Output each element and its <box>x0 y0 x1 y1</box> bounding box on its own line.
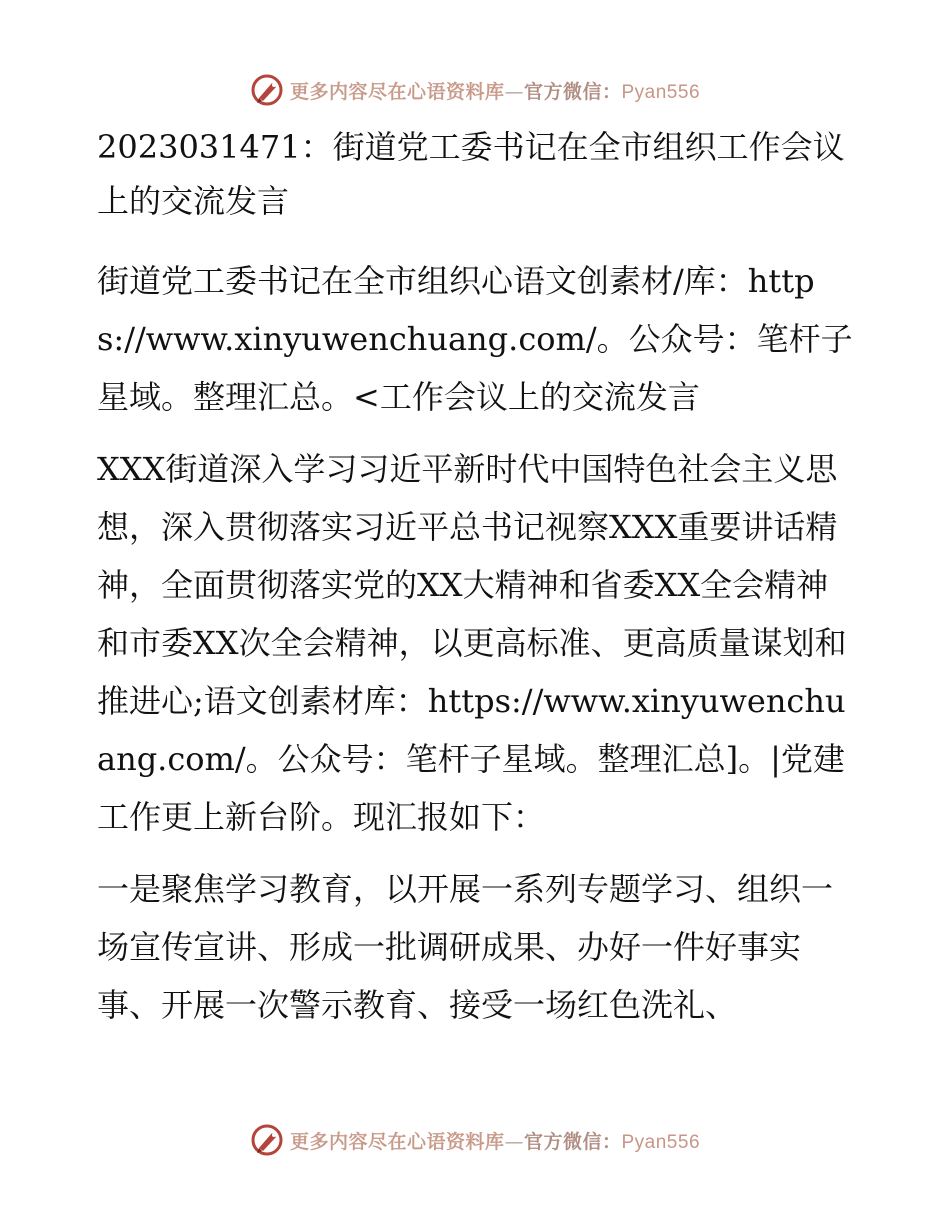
document-title: 2023031471：街道党工委书记在全市组织工作会议上的交流发言 <box>97 128 845 220</box>
pen-logo-icon <box>250 1123 284 1157</box>
paragraph-3: 一是聚焦学习教育，以开展一系列专题学习、组织一场宣传宣讲、形成一批调研成果、办好一件好事实事、开展一次警示教育、接受一场红色洗礼、 <box>97 870 834 1024</box>
paragraph-2: XXX街道深入学习习近平新时代中国特色社会主义思想，深入贯彻落实习近平总书记视察XXX重要讲话精神，全面贯彻落实党的XX大精神和省委XX全会精神和市委XX次全会精神，以更高标准、更高质量谋划和推进心;语文创素材库：https://www.xinyuwenchuang.com/。公众号：笔杆子星域。整理汇总]。|党建工作更上新台阶。现汇报如下： <box>97 450 847 836</box>
pen-logo-icon <box>250 73 284 107</box>
footer-watermark-text: 更多内容尽在心语资料库—官方微信：Pyan556 <box>289 1130 701 1153</box>
footer-watermark <box>0 1120 950 1160</box>
header-watermark-text: 更多内容尽在心语资料库—官方微信：Pyan556 <box>289 80 701 103</box>
document-body <box>97 120 857 1048</box>
header-watermark <box>0 70 950 110</box>
paragraph-1: 街道党工委书记在全市组织心语文创素材/库：https://www.xinyuwenchuang.com/。公众号：笔杆子星域。整理汇总。<工作会议上的交流发言 <box>97 262 853 416</box>
